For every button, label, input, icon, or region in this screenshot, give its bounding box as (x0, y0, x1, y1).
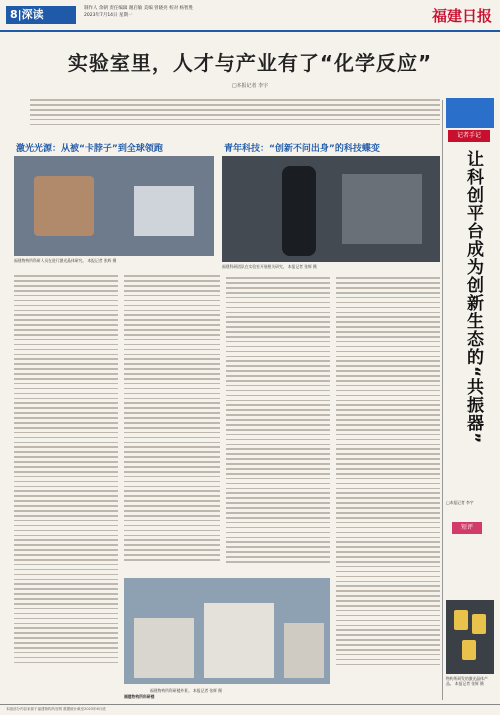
building-shape-1 (134, 618, 194, 678)
researcher-shape (282, 166, 316, 256)
photo-caption-left: 福建物构所科研人员在进行激光晶体研究。 本报记者 张辉 摄 (14, 258, 117, 263)
section-heading-youth: 青年科技：“创新不问出身”的科技蝶变 (224, 144, 380, 154)
photo-caption-bottom: 福建物构所科研楼外景。 本报记者 张辉 摄 (150, 688, 222, 693)
body-column-4 (336, 274, 440, 694)
publish-date: 2023年7月14日 星期一 (84, 13, 133, 18)
comment-tag: 短评 (452, 522, 482, 534)
crystal-shape-2 (472, 614, 486, 634)
column-badge: 记者手记 (448, 130, 490, 142)
crystal-shape-1 (454, 610, 468, 630)
byline: □本报记者 李宇 (231, 83, 269, 89)
building-shape-3 (284, 623, 324, 678)
section-label: 8|深读 (6, 6, 76, 24)
lab-photo-left (14, 156, 214, 256)
building-shape-2 (204, 603, 274, 678)
building-label: 福建物构所科研楼 (124, 694, 155, 699)
crystal-product-photo (446, 600, 494, 674)
body-column-1 (14, 272, 118, 692)
headline: 实验室里，人才与产业有了“化学反应” (67, 51, 433, 75)
body-column-2 (124, 272, 220, 572)
body-column-3 (226, 274, 330, 574)
section-heading-laser: 激光光源：从被“卡脖子”到全球领跑 (16, 144, 163, 154)
sidebar-title: 让科创平台成为创新生态的“共振器” (463, 150, 483, 445)
photo-caption-middle: 福建科研团队在实验室开展相关研究。 本报记者 张辉 摄 (222, 264, 317, 269)
newspaper-logo: 福建日报 (431, 7, 492, 25)
sidebar-author: □本报记者 李宇 (446, 500, 474, 505)
lab-equipment-shape (134, 186, 194, 236)
page-footer: 本版部分内容来源于福建物构所官网 数据统计截至2023年6月底 (0, 704, 500, 715)
sidebar-divider (442, 100, 443, 700)
editor-credits: 制作人 余朝 责任编辑 谢启敏 美编 曾晓亮 校对 杨智胜 (84, 6, 194, 11)
building-photo (124, 578, 330, 684)
photo-caption-right: 物构所研发的激光晶体产品。 本报记者 张辉 摄 (446, 676, 488, 686)
machine-shape (342, 174, 422, 244)
intro-text-block (30, 96, 440, 134)
sidebar-graphic (446, 98, 494, 128)
laser-crystal-shape (34, 176, 94, 236)
crystal-shape-3 (462, 640, 476, 660)
lab-photo-middle (222, 156, 440, 262)
